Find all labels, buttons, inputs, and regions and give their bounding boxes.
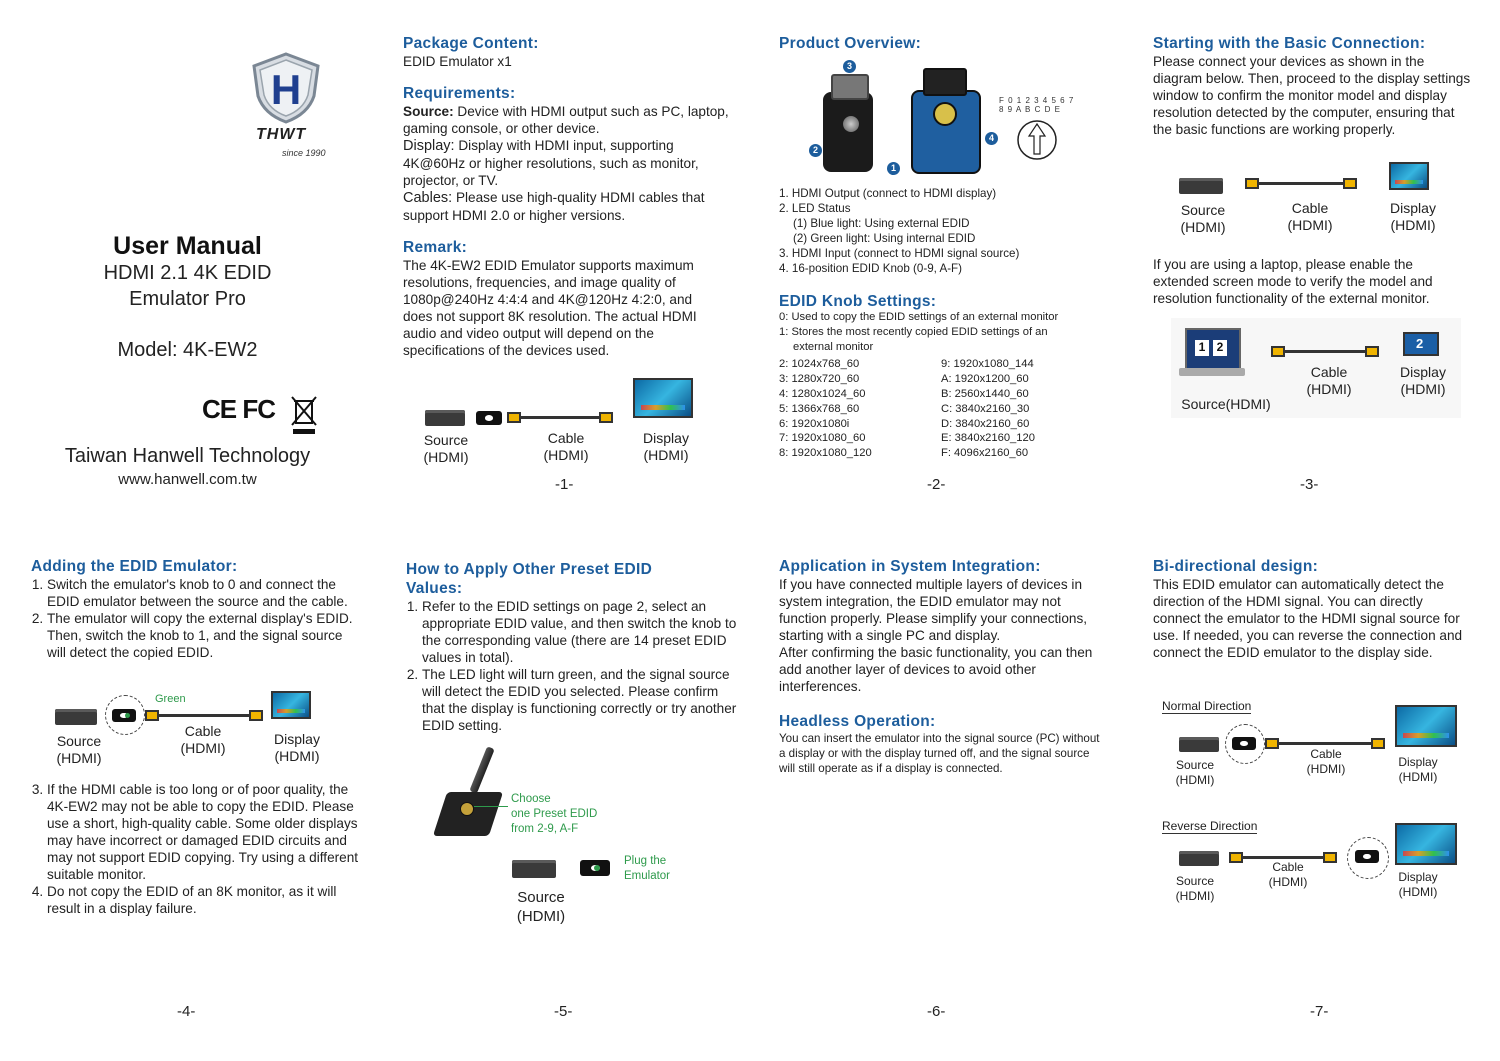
adding-step-2: 2. The emulator will copy the external display's EDID. Then, switch the knob to 1, and the signal source will detect the copied EDID. (47, 610, 361, 661)
req-display-text: Display with HDMI input, supporting 4K@60Hz or higher resolutions, such as monitor, projector, or TV. (403, 138, 699, 188)
knob-dial-icon (1005, 108, 1069, 172)
thwt-shield-logo (250, 52, 322, 124)
knob-1: 1: Stores the most recently copied EDID settings of an (779, 325, 1048, 338)
knob-settings (779, 310, 1119, 461)
hdmi-input-port (831, 74, 869, 100)
laptop-icon (1185, 328, 1241, 370)
laptop-display-label: Display (HDMI) (1400, 364, 1446, 397)
page-number: -6- (927, 1003, 946, 1020)
emulator-icon (476, 411, 502, 425)
normal-direction-title: Normal Direction (1162, 699, 1252, 713)
cable-plug-icon (599, 412, 613, 423)
cable-line (159, 714, 249, 717)
diagram-source-label: Source (HDMI) (56, 733, 102, 766)
overview-list (779, 186, 1119, 276)
brand-since: since 1990 (282, 148, 326, 158)
laptop-cable-label: Cable (HDMI) (1306, 364, 1352, 397)
cable-line (521, 416, 599, 419)
cable-plug-icon (507, 412, 521, 423)
cable-line (1279, 742, 1371, 745)
preset-heading-line-1: How to Apply Other Preset EDID (406, 561, 653, 578)
req-cables (403, 189, 733, 224)
page-number: -7- (1310, 1003, 1329, 1020)
knob-icon (460, 802, 474, 816)
knob-preset: F: 4096x2160_60 (941, 447, 1029, 460)
certification-marks: CE FC (202, 394, 275, 424)
page-number: -5- (554, 1003, 573, 1020)
package-heading: Package Content: (403, 35, 539, 52)
knob-preset: 4: 1280x1024_60 (779, 387, 866, 400)
knob-1-cont: external monitor (793, 340, 874, 353)
cable-plug-icon (1229, 852, 1243, 863)
cable-line (1259, 182, 1343, 185)
source-device-icon (1179, 737, 1219, 752)
preset-illustration (426, 746, 726, 926)
laptop-diagram (1171, 318, 1461, 418)
emulator-icon (112, 709, 136, 722)
knob-preset: 6: 1920x1080i (779, 417, 850, 430)
preset-step-2: 2. The LED light will turn green, and the signal source will detect the EDID you selected. Please confirm that the display is functioning correctly or try another EDID setting. (422, 666, 738, 734)
knob-preset: 9: 1920x1080_144 (941, 358, 1034, 371)
led-status-icon (843, 116, 859, 132)
display-monitor-icon (271, 691, 311, 719)
cable-plug-icon (1245, 178, 1259, 189)
knob-preset-table (779, 357, 1119, 461)
page-4 (31, 557, 361, 1037)
product-illustration (799, 58, 1099, 188)
weee-bin-icon (290, 395, 318, 437)
preset-step-1: 1. Refer to the EDID settings on page 2, select an appropriate EDID value, and then switch the knob to the corresponding value (there are 14 preset EDID values in total). (422, 598, 738, 666)
diagram-display-label: Display (HDMI) (274, 731, 320, 764)
emulator-icon (1355, 850, 1379, 863)
manual-subtitle-2: Emulator Pro (129, 288, 246, 310)
page-6 (779, 557, 1119, 1037)
knob-preset: C: 3840x2160_30 (941, 402, 1030, 415)
cable-plug-icon (1323, 852, 1337, 863)
knob-preset: E: 3840x2160_120 (941, 432, 1035, 445)
page-number: -4- (177, 1003, 196, 1020)
emulator-diagram (31, 689, 361, 779)
adding-note-3: 3. If the HDMI cable is too long or of poor quality, the 4K-EW2 may not be able to copy the EDID. Please use a short, high-quality cable. Some older displays may have incorrect or damaged EDID circuits and may not support EDID copying. Try using a different suitable monitor. (47, 781, 361, 883)
remark-heading: Remark: (403, 239, 468, 256)
overview-item-2: 2. LED Status (779, 202, 851, 215)
diagram-source-label: Source (HDMI) (1180, 202, 1226, 235)
system-integration-heading: Application in System Integration: (779, 558, 1041, 575)
screen-number-1: 1 (1195, 340, 1209, 356)
laptop-text: If you are using a laptop, please enable the extended screen mode to verify the model and resolution functionality of the external monitor. (1153, 257, 1433, 306)
reverse-display-label: Display (HDMI) (1398, 870, 1438, 899)
green-led-dot (125, 713, 130, 718)
preset-steps (406, 598, 738, 734)
cable-plug-icon (1365, 346, 1379, 357)
knob-preset: 3: 1280x720_60 (779, 373, 860, 386)
normal-display-label: Display (HDMI) (1398, 755, 1438, 784)
reverse-source-label: Source (HDMI) (1175, 874, 1215, 903)
display-monitor-icon (1395, 823, 1457, 865)
screen-number-2: 2 (1416, 336, 1424, 351)
cable-plug-icon (1271, 346, 1285, 357)
green-label: Green (155, 693, 186, 705)
cable-plug-icon (249, 710, 263, 721)
req-display (403, 137, 733, 189)
remark-text: The 4K-EW2 EDID Emulator supports maximum resolutions, frequencies, and image quality of 1080p@240Hz 4:4:4 and 4K@120Hz 4:2:0, and does not support 8K resolution. The actual HDMI audio and video output will depend on the specifications of the devices used. (403, 258, 697, 358)
normal-cable-label: Cable (HDMI) (1306, 747, 1346, 776)
page-7 (1153, 557, 1483, 1037)
knob-preset: B: 2560x1440_60 (941, 387, 1029, 400)
laptop-base (1179, 368, 1245, 376)
overview-item-4: 4. 16-position EDID Knob (0-9, A-F) (779, 262, 963, 275)
knob-0: 0: Used to copy the EDID settings of an external monitor (779, 311, 1059, 323)
source-device-icon (512, 860, 556, 878)
req-source-label: Source: (403, 104, 454, 119)
source-device-icon (1179, 178, 1223, 194)
cable-line (1243, 856, 1323, 859)
laptop-source-label: Source(HDMI) (1181, 396, 1271, 412)
display-monitor-icon (1395, 705, 1457, 747)
page-2 (779, 34, 1119, 504)
knob-settings-heading: EDID Knob Settings: (779, 293, 937, 310)
brand-name: THWT (256, 126, 307, 143)
knob-preset: A: 1920x1200_60 (941, 373, 1029, 386)
screwdriver-icon (469, 746, 494, 794)
badge-4: 4 (985, 132, 998, 145)
choose-preset-label: Choose one Preset EDID from 2-9, A-F (511, 793, 598, 835)
basic-connection-text: Please connect your devices as shown in the diagram below. Then, proceed to the display settings window to confirm the monitor model and display resolution detected by the computer, ensuring that the basic functions are working properly. (1153, 54, 1471, 137)
source-device-icon (1179, 851, 1219, 866)
emulator-back-view (823, 92, 873, 172)
diagram-cable-label: Cable (HDMI) (1287, 200, 1333, 233)
external-display-icon (1403, 332, 1439, 356)
diagram-cable-label: Cable (HDMI) (180, 723, 226, 756)
display-monitor-icon (633, 378, 693, 418)
svg-text:H: H (270, 66, 302, 113)
knob-preset: 2: 1024x768_60 (779, 358, 860, 371)
adding-note-4: 4. Do not copy the EDID of an 8K monitor, as it will result in a display failure. (47, 883, 361, 917)
model-number: Model: 4K-EW2 (117, 339, 258, 361)
overview-item-3: 3. HDMI Input (connect to HDMI signal source) (779, 247, 1020, 260)
cable-plug-icon (1371, 738, 1385, 749)
adding-steps (31, 576, 361, 661)
adding-emulator-heading: Adding the EDID Emulator: (31, 558, 238, 575)
req-cables-text: Please use high-quality HDMI cables that support HDMI 2.0 or higher versions. (403, 190, 705, 223)
req-cables-label: Cables: (403, 190, 453, 206)
cable-plug-icon (1265, 738, 1279, 749)
choose-leader-line (474, 806, 508, 807)
emulator-icon (1232, 737, 1256, 750)
package-text: EDID Emulator x1 (403, 54, 512, 69)
system-integration-text-1: If you have connected multiple layers of devices in system integration, the EDID emulator may not function properly. Please simplify your connections, starting with a single PC and display. (779, 577, 1088, 643)
reverse-cable-label: Cable (HDMI) (1268, 860, 1308, 889)
requirements-heading: Requirements: (403, 85, 516, 102)
knob-dial-labels: F 0 1 2 3 4 5 6 7 8 9 A B C D E (999, 96, 1074, 114)
diagram-display-label: Display (HDMI) (1390, 200, 1436, 233)
cable-plug-icon (145, 710, 159, 721)
company-name: Taiwan Hanwell Technology (64, 445, 311, 467)
manual-subtitle-1: HDMI 2.1 4K EDID (103, 262, 272, 284)
knob-preset: 7: 1920x1080_60 (779, 432, 866, 445)
edid-knob (933, 102, 957, 126)
overview-heading: Product Overview: (779, 35, 922, 52)
connection-diagram (403, 374, 733, 474)
diagram-display-label: Display (HDMI) (643, 430, 689, 463)
basic-connection-heading: Starting with the Basic Connection: (1153, 35, 1426, 52)
company-website: www.hanwell.com.tw (118, 471, 257, 488)
headless-heading: Headless Operation: (779, 713, 936, 730)
req-source-text: Device with HDMI output such as PC, laptop, gaming console, or other device. (403, 104, 729, 136)
page-5 (406, 560, 736, 1040)
overview-item-1: 1. HDMI Output (connect to HDMI display) (779, 187, 997, 200)
manual-title: User Manual (113, 232, 262, 260)
hdmi-output-port (923, 68, 967, 96)
badge-3: 3 (843, 60, 856, 73)
cover-page (0, 0, 375, 530)
display-monitor-icon (1389, 162, 1429, 190)
knob-preset: D: 3840x2160_60 (941, 417, 1030, 430)
green-led-dot (594, 865, 600, 871)
preset-source-label: Source (HDMI) (516, 889, 566, 925)
knob-preset: 8: 1920x1080_120 (779, 447, 872, 460)
cable-line (1285, 350, 1365, 353)
diagram-cable-label: Cable (HDMI) (543, 430, 589, 463)
page-number: -1- (555, 476, 574, 493)
adding-notes (31, 781, 361, 917)
diagram-source-label: Source (HDMI) (423, 432, 469, 465)
bidirectional-text: This EDID emulator can automatically detect the direction of the HDMI signal. You can directly connect the emulator to the HDMI signal source for use. If needed, you can reverse the connection and connect the EDID emulator to the display side. (1153, 577, 1463, 660)
knob-preset: 5: 1366x768_60 (779, 402, 860, 415)
req-source (403, 103, 733, 137)
source-device-icon (55, 709, 97, 725)
badge-1: 1 (887, 162, 900, 175)
normal-direction-diagram (1153, 697, 1483, 797)
bidirectional-heading: Bi-directional design: (1153, 558, 1319, 575)
overview-item-2b: (2) Green light: Using internal EDID (793, 232, 976, 245)
preset-heading-line-2: Values: (406, 580, 463, 597)
adding-step-1: 1. Switch the emulator's knob to 0 and connect the EDID emulator between the source and the cable. (47, 576, 361, 610)
source-device-icon (425, 410, 465, 426)
normal-source-label: Source (HDMI) (1175, 758, 1215, 787)
req-display-label: Display: (403, 138, 455, 154)
overview-item-2a: (1) Blue light: Using external EDID (793, 217, 970, 230)
plug-emulator-label: Plug the Emulator (624, 855, 671, 882)
basic-diagram (1153, 160, 1483, 240)
reverse-direction-title: Reverse Direction (1162, 819, 1258, 833)
page-number: -2- (927, 476, 946, 493)
reverse-direction-diagram (1153, 817, 1483, 917)
cable-plug-icon (1343, 178, 1357, 189)
badge-2: 2 (809, 144, 822, 157)
headless-text: You can insert the emulator into the signal source (PC) without a display or with the display turned off, and the signal source will still operate as if a display is connected. (779, 732, 1100, 775)
page-3 (1153, 34, 1483, 504)
page-number: -3- (1300, 476, 1319, 493)
system-integration-text-2: After confirming the basic functionality, you can then add another layer of devices to avoid other interferences. (779, 645, 1093, 694)
screen-number-2: 2 (1213, 340, 1227, 356)
page-1 (403, 34, 733, 504)
